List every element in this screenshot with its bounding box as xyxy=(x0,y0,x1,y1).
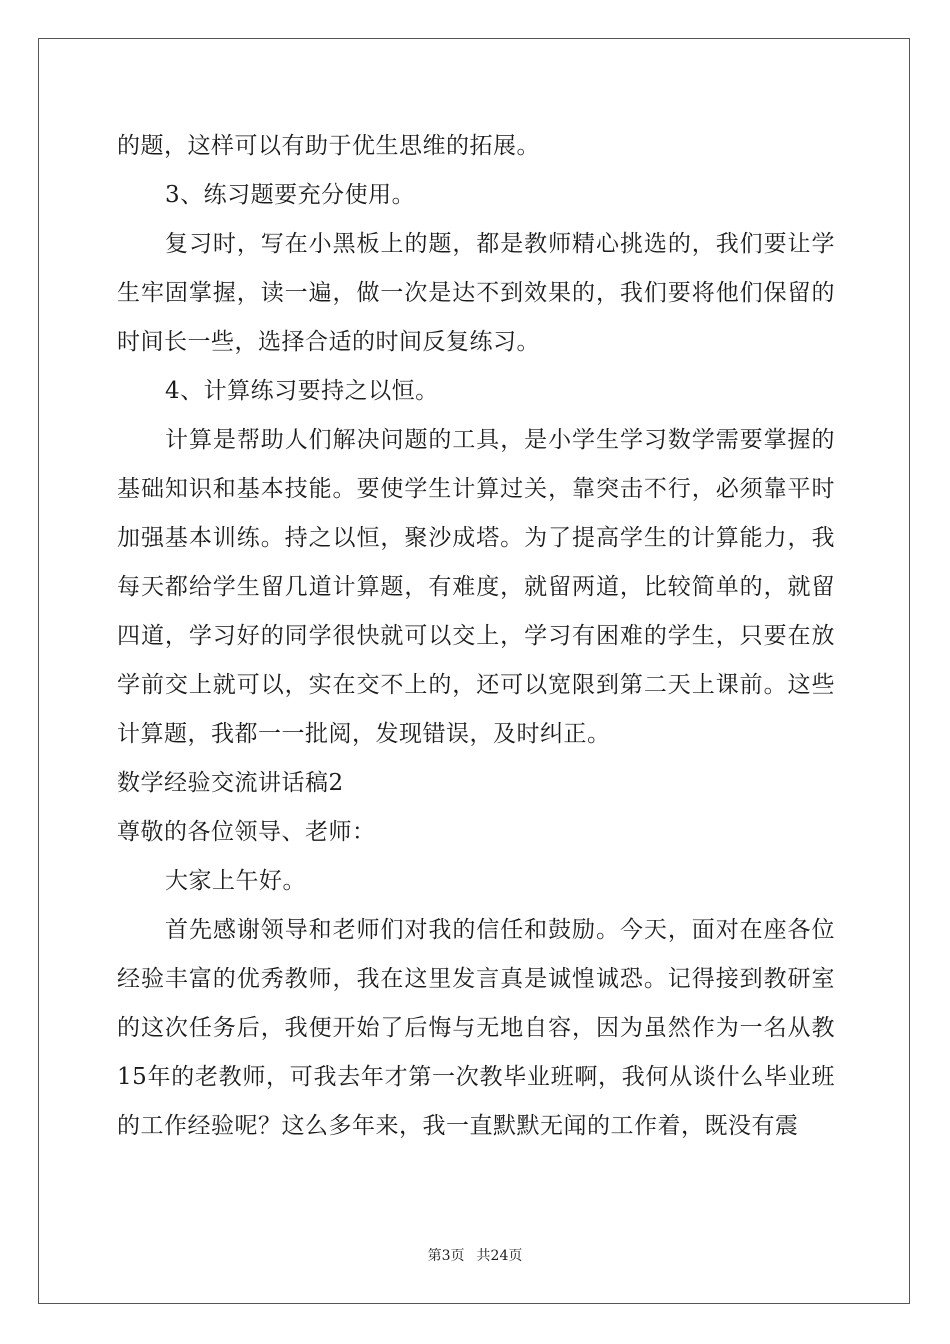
page-footer xyxy=(0,1245,950,1265)
document-body xyxy=(117,122,835,1151)
paragraph-calculation: 计算是帮助人们解决问题的工具，是小学生学习数学需要掌握的基础知识和基本技能。要使学生计算过关，靠突击不行，必须靠平时加强基本训练。持之以恒，聚沙成塔。为了提高学生的计算能力，我每天都给学生留几道计算题，有难度，就留两道，比较简单的，就留四道，学习好的同学很快就可以交上，学习有困难的学生，只要在放学前交上就可以，实在交不上的，还可以宽限到第二天上课前。这些计算题，我都一一批阅，发现错误，及时纠正。 xyxy=(117,427,835,747)
section-heading-4: 4、计算练习要持之以恒。 xyxy=(165,378,439,404)
paragraph-review: 复习时，写在小黑板上的题，都是教师精心挑选的，我们要让学生牢固掌握，读一遍，做一次是达不到效果的，我们要将他们保留的时间长一些，选择合适的时间反复练习。 xyxy=(117,231,835,355)
greeting: 大家上午好。 xyxy=(165,868,306,894)
section-heading-3: 3、练习题要充分使用。 xyxy=(165,182,416,208)
page-number: 第3页 xyxy=(427,1248,465,1264)
article-title: 数学经验交流讲话稿2 xyxy=(117,770,344,796)
paragraph-continuation: 的题，这样可以有助于优生思维的拓展。 xyxy=(117,133,540,159)
paragraph-thanks: 首先感谢领导和老师们对我的信任和鼓励。今天，面对在座各位经验丰富的优秀教师，我在这里发言真是诚惶诚恐。记得接到教研室的这次任务后，我便开始了后悔与无地自容，因为虽然作为一名从教15年的老教师，可我去年才第一次教毕业班啊，我何从谈什么毕业班的工作经验呢？这么多年来，我一直默默无闻的工作着，既没有震 xyxy=(117,917,835,1139)
total-pages: 共24页 xyxy=(476,1248,523,1264)
salutation: 尊敬的各位领导、老师： xyxy=(117,819,376,845)
